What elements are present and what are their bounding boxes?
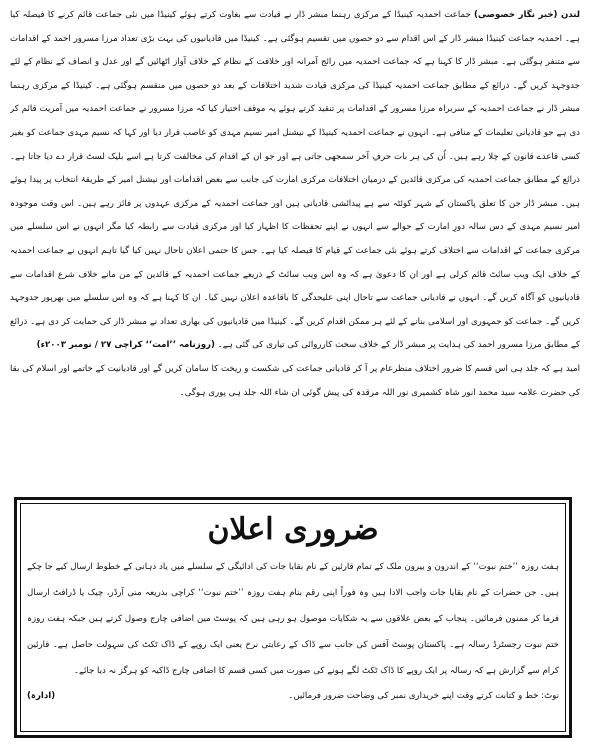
notice-title: ضروری اعلان (207, 512, 379, 547)
notice-signature: (ادارہ) (27, 691, 56, 701)
source-reference: (روزنامہ ’’امت‘‘ کراچی ۲۷ / نومبر ۲۰۰۳ء) (36, 340, 215, 351)
notice-box (14, 497, 572, 738)
article-body: جماعت احمدیہ کینیڈا کے مرکزی رہنما مبشر ڈار نے قیادت سے بغاوت کرتے ہوئے کینیڈا میں نئی جماعت قائم کرنے کا فیصلہ کیا ہے۔ احمدیہ جماعت کینیڈا مبشر ڈار کے اس اقدام سے دو حصوں میں تقسیم ہوگئی ہے۔ کینیڈا میں قادیانیوں کی بہت بڑی تعداد مرزا مسرور احمد کے اقدامات سے متنفر ہوگئی ہے۔ مبشر ڈار کا کہنا ہے کہ جماعت احمدیہ میں رائج آمرانہ اور خلافت کے نظام کے خلاف آواز اٹھائیں گے اور عدل و انصاف کے نظام کے لئے جدوجہد کریں گے۔ ذرائع کے مطابق جماعت احمدیہ کینیڈا کی مرکزی قیادت شدید اختلافات کے بعد دو حصوں میں منقسم ہوگئی ہے۔ کینیڈا کے مرکزی رہنما مبشر ڈار نے جماعت احمدیہ کے سربراہ مرزا مسرور کے اقدامات پر تنقید کرتے ہوئے یہ موقف اختیار کیا کہ مرزا مسرور نے جماعت احمدیہ میں آمریت قائم کر دی ہے جو قادیانی تعلیمات کے منافی ہے۔ انہوں نے جماعت احمدیہ کینیڈا کے نیشنل امیر نسیم مہدی کو غاصب قرار دیا اور کہا کہ نسیم مہدی جماعت کو بغیر کسی قاعدے قانون کے چلا رہے ہیں۔ اُن کی ہر بات حرفِ آخر سمجھی جاتی ہے اور جو ان کے اقدام کی مخالفت کرتا ہے اسے بلیک لسٹ قرار دے دیا جاتا ہے۔ ذرائع کے مطابق جماعت احمدیہ کی مرکزی قائدین کے درمیان اختلافات مرکزی امارت کی جانب سے بعض اقدامات اور نیشنل امیر کے طریقۂ انتخاب پر پیدا ہوئے ہیں۔ مبشر ڈار جن کا تعلق پاکستان کے شہر کوئٹہ سے ہے پیدائشی قادیانی ہیں اور جماعت احمدیہ کے مرکزی عہدوں پر فائز رہے ہیں۔ اس وقت موجودہ امیر نسیم مہدی کے دس سالہ دورِ امارت کے حوالے سے انہوں نے اپنے تحفظات کا اظہار کیا اور مرکزی قیادت سے رابطہ کیا مگر انہوں نے اس سلسلے میں مرکزی جماعت کے اقدامات سے اختلاف کرتے ہوئے نئی جماعت کے قیام کا فیصلہ کیا ہے۔ جس کا حتمی اعلان تاحال نہیں کیا گیا تاہم انہوں نے جماعت احمدیہ کے خلاف ایک ویب سائٹ قائم کرلی ہے اور ان کا دعویٰ ہے کہ وہ اس ویب سائٹ کے ذریعے جماعت احمدیہ کے قائدین کے من مانے خلاف شرع اقدامات سے قادیانیوں کو آگاہ کریں گے۔ انہوں نے قادیانی جماعت سے تاحال اپنی علیحدگی کا باقاعدہ اعلان نہیں کیا۔ ان کا کہنا ہے کہ وہ اس سلسلے میں بھرپور جدوجہد کریں گے۔ جماعت کو جمہوری اور اسلامی بنانے کے لئے ہر ممکن اقدام کریں گے۔ کینیڈا میں قادیانیوں کی بھاری تعداد نے مبشر ڈار کی حمایت کر دی ہے۔ ذرائع کے مطابق مرزا مسرور احمد کی ہدایت پر مبشر ڈار کے خلاف سخت کارروائی کی تیاری کی گئی ہے۔ (10, 10, 580, 351)
notice-note: نوٹ: خط و کتابت کرتے وقت اپنے خریداری نمبر کی وضاحت ضرور فرمائیں۔ (288, 691, 559, 701)
article-paragraph (10, 4, 580, 358)
notice-body: ہفت روزہ ’’ختم نبوت‘‘ کے اندرون و بیرون ملک کے تمام قارئین کے نام بقایا جات کی ادائیگی کے سلسلے میں یاد دہانی کے خطوط ارسال کیے جا چکے ہیں۔ جن حضرات کے نام بقایا جات واجب الادا ہیں وہ فوراً اپنی رقم بنام ہفت روزہ ’’ختم نبوت‘‘ کراچی بذریعہ منی آرڈر، چیک یا ڈرافٹ ارسال فرما کر ممنون فرمائیں۔ پنجاب کے بعض علاقوں سے یہ شکایات موصول ہو رہی ہیں کہ پوسٹ مین اضافی چارج وصول کرتے ہیں جبکہ ہفت روزہ ختم نبوت رجسٹرڈ رسالہ ہے۔ پاکستان پوسٹ آفس کی جانب سے ڈاک کے رعایتی نرخ یعنی ایک روپے کے ڈاک ٹکٹ کی سہولت حاصل ہے۔ قارئین کرام سے گزارش ہے کہ رسالہ پر ایک روپے کا ڈاک ٹکٹ لگے ہونے کی صورت میں کسی قسم کا اضافی چارج ڈاکیہ کو ہرگز نہ دیا جائے۔ (27, 562, 559, 676)
news-article (10, 4, 580, 484)
notice-footer (27, 686, 559, 706)
article-dateline: لندن (خبر نگار خصوصی) (474, 10, 580, 20)
article-closing: امید ہے کہ جلد ہی اس قسم کا ضرور اختلاف منظرعام پر آ کر قادیانی جماعت کی شکست و ریخت کا سامان کریں گے اور قادیانیت کے خاتمے اور اسلام کی بقا کی حضرت علامہ سید محمد انور شاہ کشمیری نور اللہ مرقدہ کی پیش گوئی ان شاء اللہ جلد ہی پوری ہوگی۔ (10, 363, 580, 398)
